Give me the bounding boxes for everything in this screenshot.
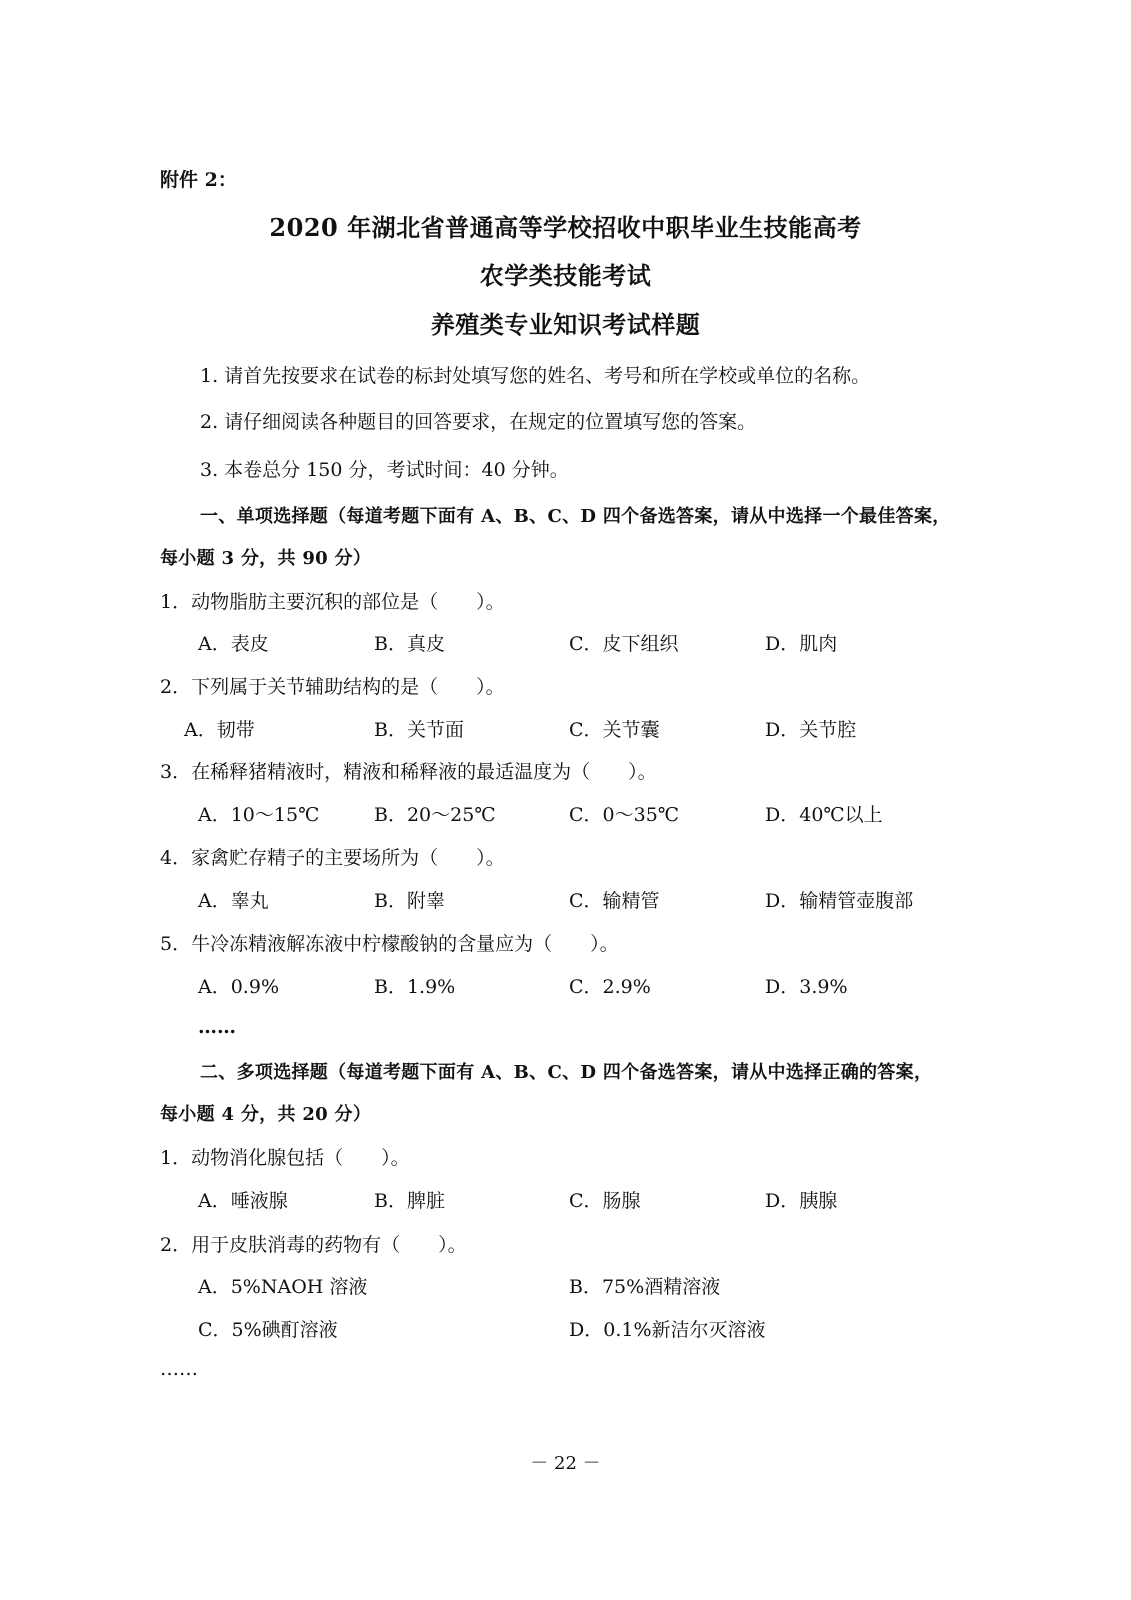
option-d: D．0.1%新洁尔灭溶液 xyxy=(569,1319,766,1341)
option-c: C．肠腺 xyxy=(569,1190,641,1212)
option-b: B．75%酒精溶液 xyxy=(569,1276,721,1298)
option-b: B．20～25℃ xyxy=(374,804,496,826)
option-a: A．韧带 xyxy=(184,719,255,741)
option-b: B．真皮 xyxy=(374,633,445,655)
option-b: B．附睾 xyxy=(374,890,445,912)
option-d: D．输精管壶腹部 xyxy=(765,890,914,912)
instruction-3: 3. 本卷总分 150 分，考试时间：40 分钟。 xyxy=(200,459,569,481)
section1-heading: 一、单项选择题（每道考题下面有 A、B、C、D 四个备选答案，请从中选择一个最佳答案， xyxy=(200,506,951,527)
option-c: C．皮下组织 xyxy=(569,633,679,655)
section2-ellipsis: …… xyxy=(160,1358,198,1380)
section2-heading-cont: 每小题 4 分，共 20 分） xyxy=(160,1104,372,1125)
exam-paper-name: 养殖类专业知识考试样题 xyxy=(430,310,701,339)
question-stem: 3．在稀释猪精液时，精液和稀释液的最适温度为（ ）。 xyxy=(160,761,657,783)
option-c: C．0～35℃ xyxy=(569,804,680,826)
question-stem: 4．家禽贮存精子的主要场所为（ ）。 xyxy=(160,847,505,869)
option-d: D．关节腔 xyxy=(765,719,857,741)
option-d: D．肌肉 xyxy=(765,633,838,655)
option-a: A．0.9% xyxy=(198,976,279,998)
option-a: A．睾丸 xyxy=(198,890,269,912)
option-b: B．1.9% xyxy=(374,976,456,998)
section2-heading: 二、多项选择题（每道考题下面有 A、B、C、D 四个备选答案，请从中选择正确的答案， xyxy=(200,1062,933,1083)
question-stem: 1．动物消化腺包括（ ）。 xyxy=(160,1147,410,1169)
option-d: D．3.9% xyxy=(765,976,848,998)
option-a: A．唾液腺 xyxy=(198,1190,288,1212)
option-b: B．脾脏 xyxy=(374,1190,445,1212)
question-stem: 2．用于皮肤消毒的药物有（ ）。 xyxy=(160,1234,467,1256)
option-c: C．输精管 xyxy=(569,890,660,912)
question-stem: 1．动物脂肪主要沉积的部位是（ ）。 xyxy=(160,591,505,613)
option-d: D．胰腺 xyxy=(765,1190,838,1212)
section1-heading-cont: 每小题 3 分，共 90 分） xyxy=(160,548,372,569)
question-stem: 2．下列属于关节辅助结构的是（ ）。 xyxy=(160,676,505,698)
option-a: A．5%NAOH 溶液 xyxy=(198,1276,368,1298)
question-stem: 5．牛冷冻精液解冻液中柠檬酸钠的含量应为（ ）。 xyxy=(160,933,619,955)
option-d: D．40℃以上 xyxy=(765,804,883,826)
option-c: C．关节囊 xyxy=(569,719,660,741)
option-a: A．表皮 xyxy=(198,633,269,655)
instruction-1: 1. 请首先按要求在试卷的标封处填写您的姓名、考号和所在学校或单位的名称。 xyxy=(200,365,871,387)
option-a: A．10～15℃ xyxy=(198,804,320,826)
instruction-2: 2. 请仔细阅读各种题目的回答要求，在规定的位置填写您的答案。 xyxy=(200,411,757,433)
option-c: C．2.9% xyxy=(569,976,651,998)
attachment-label: 附件 2： xyxy=(160,169,237,191)
section1-ellipsis: …… xyxy=(198,1016,236,1038)
page-number: － 22 － xyxy=(530,1453,601,1474)
exam-title: 2020 年湖北省普通高等学校招收中职毕业生技能高考 xyxy=(269,213,862,242)
option-b: B．关节面 xyxy=(374,719,464,741)
exam-subtitle: 农学类技能考试 xyxy=(479,261,652,290)
option-c: C．5%碘酊溶液 xyxy=(198,1319,338,1341)
